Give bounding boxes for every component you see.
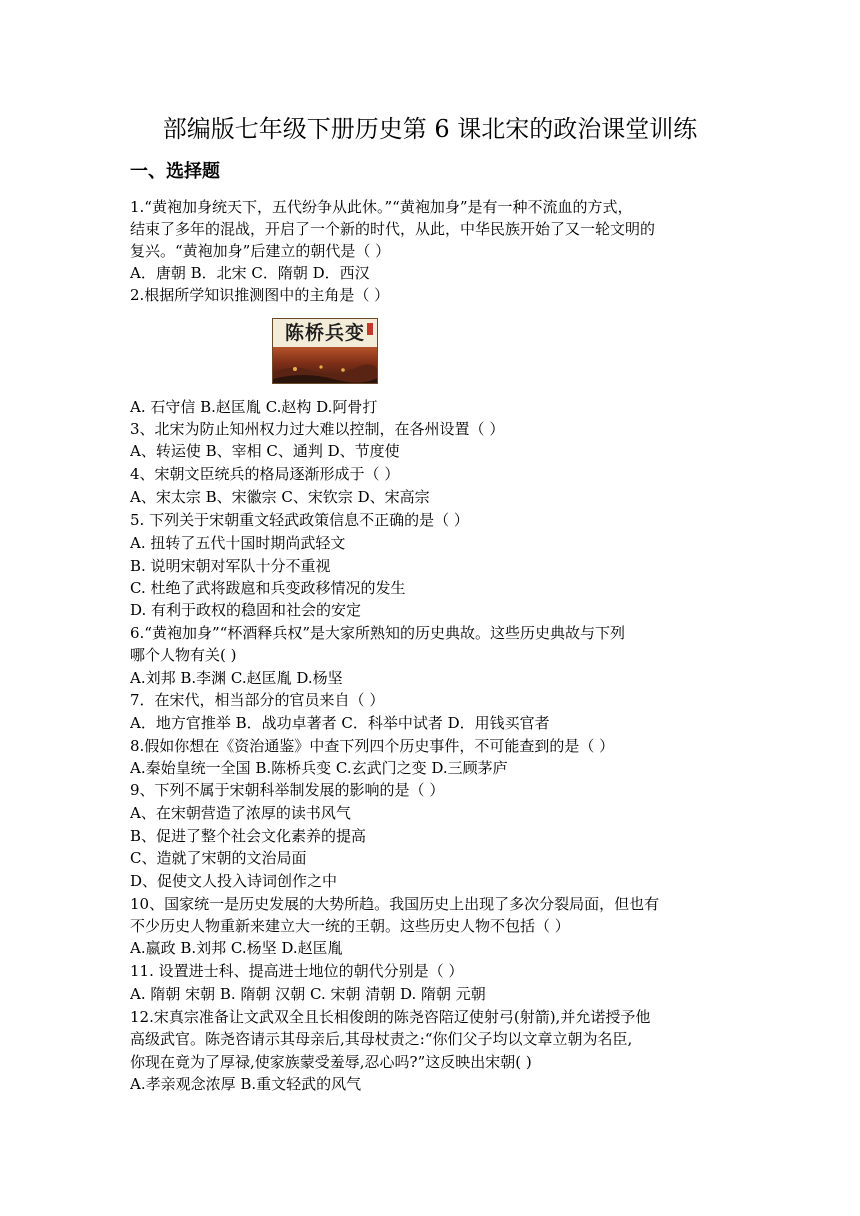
question-10-options: A.嬴政 B.刘邦 C.杨坚 D.赵匡胤 xyxy=(130,939,343,957)
question-6-options: A.刘邦 B.李渊 C.赵匡胤 D.杨坚 xyxy=(130,669,343,687)
question-12-line-3: 你现在竟为了厚禄,使家族蒙受羞辱,忍心吗?”这反映出宋朝( ) xyxy=(130,1053,532,1071)
red-seal-icon xyxy=(367,323,373,335)
question-9-stem: 9、下列不属于宋朝科举制发展的影响的是（ ） xyxy=(130,781,445,799)
question-12-line-2: 高级武官。陈尧咨请示其母亲后,其母杖责之:“你们父子均以文章立朝为名臣, xyxy=(130,1030,633,1048)
question-11-stem: 11. 设置进士科、提高进士地位的朝代分别是（ ） xyxy=(130,962,464,980)
question-7-stem: 7．在宋代，相当部分的官员来自（ ） xyxy=(130,691,385,709)
question-2-options: A. 石守信 B.赵匡胤 C.赵构 D.阿骨打 xyxy=(130,398,378,416)
question-1-line-3: 复兴。“黄袍加身”后建立的朝代是（ ） xyxy=(130,242,391,260)
question-9-option-d: D、促使文人投入诗词创作之中 xyxy=(130,872,338,890)
question-7-options: A．地方官推举 B．战功卓著者 C．科举中试者 D．用钱买官者 xyxy=(130,714,550,732)
question-10-line-2: 不少历史人物重新来建立大一统的王朝。这些历史人物不包括（ ） xyxy=(130,917,570,935)
chenqiao-mutiny-image xyxy=(272,318,378,384)
question-4-stem: 4、宋朝文臣统兵的格局逐渐形成于（ ） xyxy=(130,465,400,483)
section-heading: 一、选择题 xyxy=(130,161,220,182)
scene-illustration xyxy=(273,359,378,384)
question-5-option-c: C. 杜绝了武将跋扈和兵变政移情况的发生 xyxy=(130,579,406,597)
question-5-option-a: A. 扭转了五代十国时期尚武轻文 xyxy=(130,534,346,552)
question-9-option-c: C、造就了宋朝的文治局面 xyxy=(130,849,307,867)
question-12-line-1: 12.宋真宗准备让文武双全且长相俊朗的陈尧咨陪辽使射弓(射箭),并允诺授予他 xyxy=(130,1008,651,1026)
question-6-line-1: 6.“黄袍加身”“杯酒释兵权”是大家所熟知的历史典故。这些历史典故与下列 xyxy=(130,624,625,642)
question-3-options: A、转运使 B、宰相 C、通判 D、节度使 xyxy=(130,442,400,460)
question-10-line-1: 10、国家统一是历史发展的大势所趋。我国历史上出现了多次分裂局面，但也有 xyxy=(130,895,660,913)
document-title: 部编版七年级下册历史第 6 课北宋的政治课堂训练 xyxy=(162,115,698,143)
question-5-option-d: D. 有利于政权的稳固和社会的安定 xyxy=(130,601,362,619)
question-9-option-b: B、促进了整个社会文化素养的提高 xyxy=(130,827,367,845)
question-8-stem: 8.假如你想在《资治通鉴》中查下列四个历史事件，不可能查到的是（ ） xyxy=(130,737,615,755)
question-2-stem: 2.根据所学知识推测图中的主角是（ ） xyxy=(130,286,390,304)
question-1-line-1: 1.“黄袍加身统天下，五代纷争从此休。”“黄袍加身”是有一种不流血的方式， xyxy=(130,198,633,216)
question-1-options: A．唐朝 B．北宋 C．隋朝 D．西汉 xyxy=(130,264,370,282)
question-6-line-2: 哪个人物有关( ) xyxy=(130,646,237,664)
figure-caption: 陈桥兵变 xyxy=(284,322,365,344)
question-5-option-b: B. 说明宋朝对军队十分不重视 xyxy=(130,557,331,575)
question-1-line-2: 结束了多年的混战，开启了一个新的时代，从此，中华民族开始了又一轮文明的 xyxy=(130,220,656,238)
question-11-options: A. 隋朝 宋朝 B. 隋朝 汉朝 C. 宋朝 清朝 D. 隋朝 元朝 xyxy=(130,985,486,1003)
question-8-options: A.秦始皇统一全国 B.陈桥兵变 C.玄武门之变 D.三顾茅庐 xyxy=(130,759,508,777)
question-5-stem: 5. 下列关于宋朝重文轻武政策信息不正确的是（ ） xyxy=(130,511,469,529)
question-9-option-a: A、在宋朝营造了浓厚的读书风气 xyxy=(130,804,351,822)
question-12-options: A.孝亲观念浓厚 B.重文轻武的风气 xyxy=(130,1075,362,1093)
question-3-stem: 3、北宋为防止知州权力过大难以控制，在各州设置（ ） xyxy=(130,420,505,438)
question-4-options: A、宋太宗 B、宋徽宗 C、宋钦宗 D、宋高宗 xyxy=(130,488,430,506)
